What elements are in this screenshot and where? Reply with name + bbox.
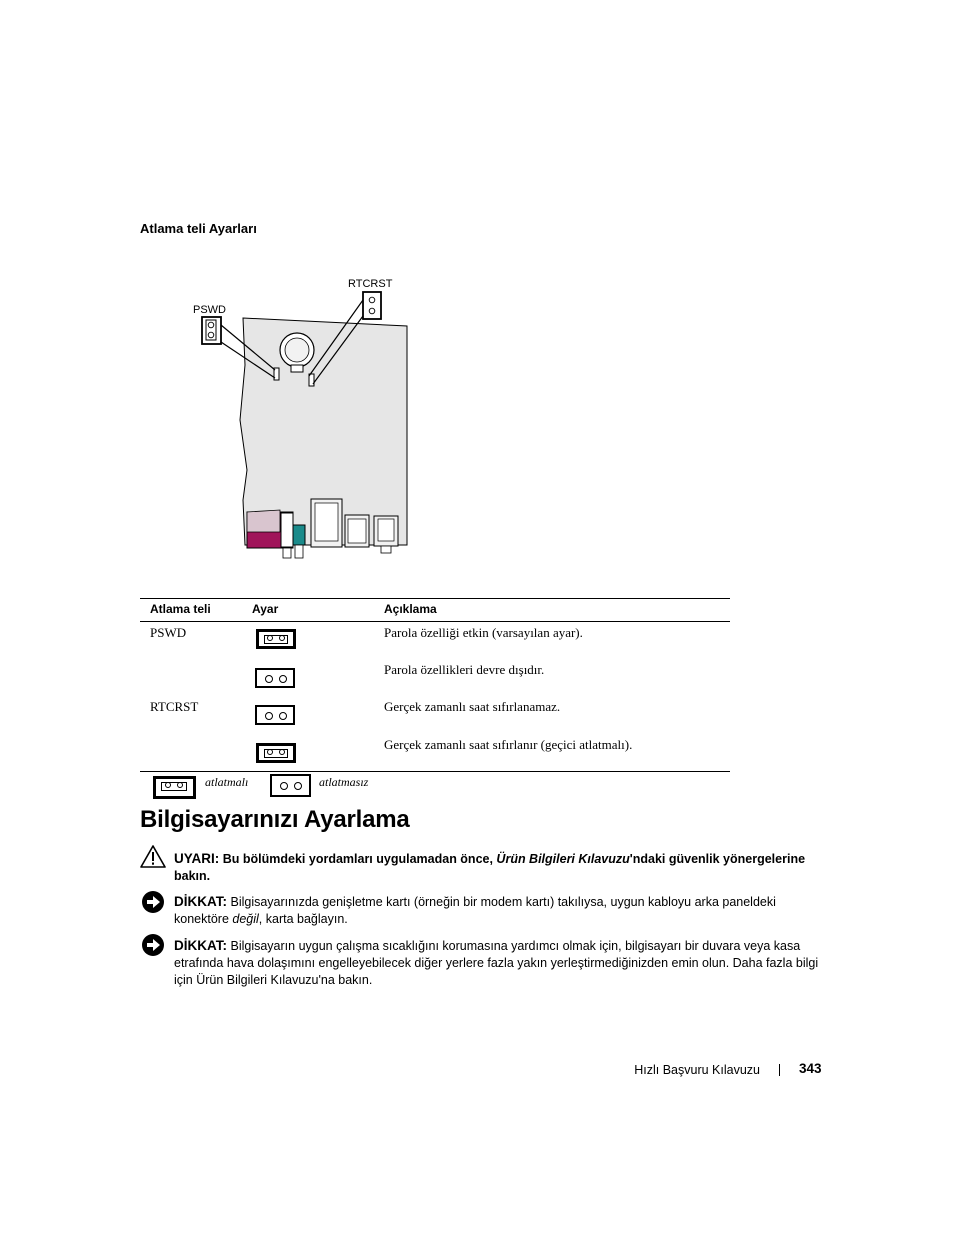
notice-keyword: DİKKAT: <box>174 894 227 909</box>
caution-notice <box>174 893 819 928</box>
jumpered-setting-icon <box>256 629 296 649</box>
rtcrst-callout-label: RTCRST <box>348 278 393 290</box>
column-header-description: Açıklama <box>384 602 437 616</box>
warning-notice <box>174 850 819 885</box>
table-cell-jumper: RTCRST <box>150 699 199 714</box>
table-cell-jumper: PSWD <box>150 625 187 640</box>
system-board-diagram <box>185 270 425 565</box>
notice-text: Bilgisayarın uygun çalışma sıcaklığını korumasına yardımcı olmak için, bilgisayarı bir duvara veya kasa etrafında hava dolaşımını engelleyebilecek diğer yerlere fazla yakın yerleştirmediğinizden emin olun. Daha fazla bilgi için Ürün Bilgileri Kılavuzu'na bakın. <box>174 939 819 987</box>
notice-emphasis: Ürün Bilgileri Kılavuzu <box>496 852 630 866</box>
page-number: 343 <box>799 1061 822 1076</box>
warning-triangle-icon <box>140 845 166 868</box>
column-header-jumper: Atlama teli <box>150 602 211 616</box>
table-cell-description: Gerçek zamanlı saat sıfırlanamaz. <box>384 699 561 714</box>
footer-separator <box>779 1064 780 1076</box>
column-header-setting: Ayar <box>252 602 279 616</box>
legend-jumpered-icon <box>153 776 196 799</box>
notice-text: , karta bağlayın. <box>258 912 348 926</box>
table-top-rule <box>140 598 730 599</box>
section-heading: Atlama teli Ayarları <box>140 221 257 236</box>
table-cell-description: Parola özelliği etkin (varsayılan ayar). <box>384 625 583 640</box>
notice-keyword: UYARI: <box>174 851 220 866</box>
page-title: Bilgisayarınızı Ayarlama <box>140 806 410 833</box>
caution-notice <box>174 937 819 989</box>
notice-arrow-icon <box>141 933 165 957</box>
table-cell-description: Parola özellikleri devre dışıdır. <box>384 662 545 677</box>
jumper-settings-table <box>140 598 730 772</box>
notice-text: Bilgisayarınızda genişletme kartı (örneğin bir modem kartı) takılıysa, uygun kabloyu arka paneldeki konektöre <box>174 895 776 926</box>
legend-unjumpered-label: atlatmasız <box>319 775 369 789</box>
notice-emphasis: değil <box>232 912 259 926</box>
pswd-callout-label: PSWD <box>193 304 226 316</box>
table-header-rule <box>140 621 730 622</box>
notice-text: 'ndaki güvenlik yönergelerine bakın. <box>174 852 806 883</box>
pswd-callout-jumper-icon <box>202 317 221 344</box>
jumpered-setting-icon <box>256 743 296 763</box>
legend-jumpered-label: atlatmalı <box>205 775 249 789</box>
footer-guide-title: Hızlı Başvuru Kılavuzu <box>634 1063 760 1077</box>
unjumpered-setting-icon <box>255 705 295 725</box>
notice-keyword: DİKKAT: <box>174 938 227 953</box>
unjumpered-setting-icon <box>255 668 295 688</box>
rtcrst-callout-jumper-icon <box>363 292 381 319</box>
notice-arrow-icon <box>141 890 165 914</box>
table-bottom-rule <box>140 771 730 772</box>
legend-unjumpered-icon <box>270 774 311 797</box>
table-cell-description: Gerçek zamanlı saat sıfırlanır (geçici atlatmalı). <box>384 737 633 752</box>
notice-text: Bu bölümdeki yordamları uygulamadan önce, <box>222 852 497 866</box>
